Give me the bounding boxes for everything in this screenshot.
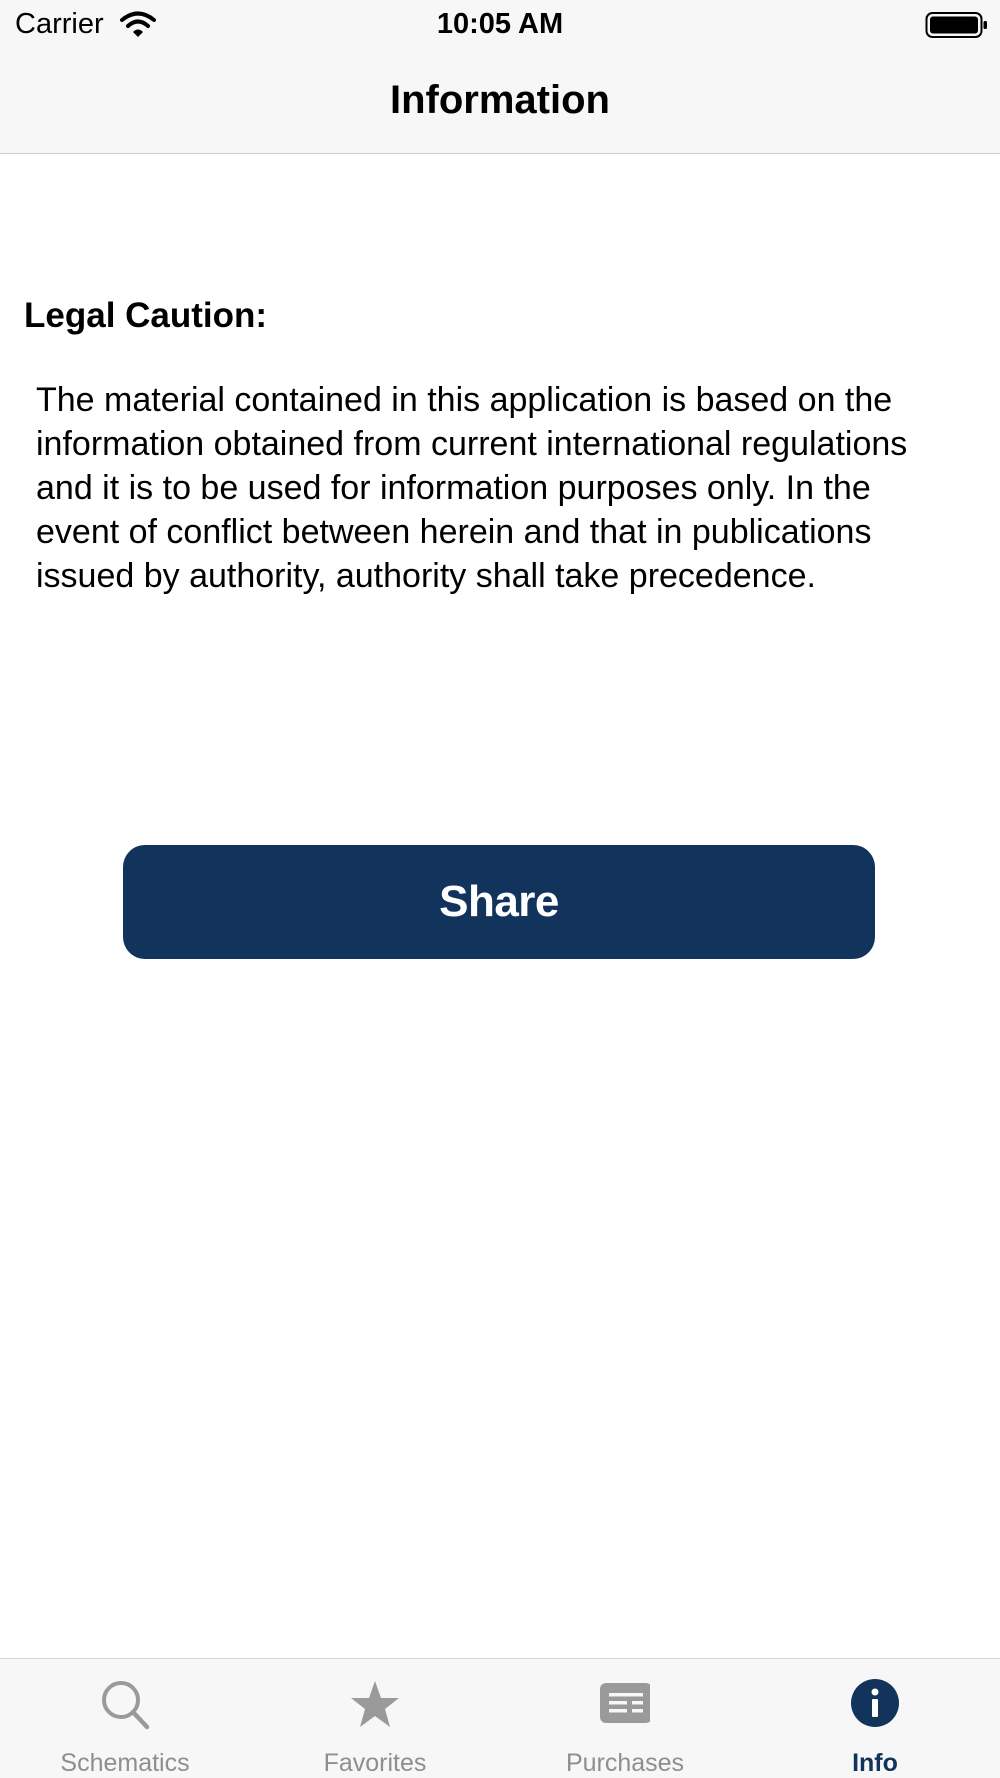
tab-schematics[interactable] xyxy=(0,1659,250,1778)
tab-label: Favorites xyxy=(323,1749,427,1777)
info-icon xyxy=(850,1679,900,1731)
share-button-label: Share xyxy=(439,877,559,926)
tab-purchases[interactable] xyxy=(500,1659,750,1778)
navigation-bar xyxy=(0,50,1000,154)
receipt-icon xyxy=(600,1679,650,1731)
magnifier-icon xyxy=(100,1679,150,1731)
carrier-label: Carrier xyxy=(15,8,104,40)
tab-info[interactable] xyxy=(750,1659,1000,1778)
legal-caution-heading: Legal Caution: xyxy=(24,296,268,335)
tab-label: Purchases xyxy=(565,1749,685,1777)
tab-label: Schematics xyxy=(60,1749,190,1777)
battery-icon xyxy=(925,11,989,39)
share-button[interactable] xyxy=(123,845,875,959)
star-icon xyxy=(350,1679,400,1731)
page-title: Information xyxy=(390,78,610,122)
status-time: 10:05 AM xyxy=(436,8,564,40)
status-bar xyxy=(0,0,1000,50)
tab-label: Info xyxy=(852,1749,898,1777)
tab-bar xyxy=(0,1658,1000,1778)
legal-caution-text: The material contained in this application is based on the information obtained from current international regulations and it is to be used for information purposes only. In the event of conflict between herein and that in publications issued by authority, authority shall take precedence. xyxy=(36,381,908,595)
tab-favorites[interactable] xyxy=(250,1659,500,1778)
